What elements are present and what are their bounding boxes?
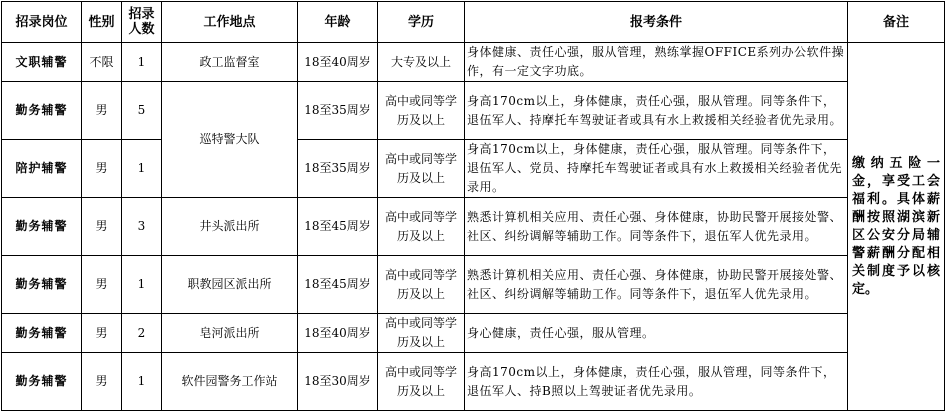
count-cell: 3 — [122, 198, 162, 256]
count-cell: 1 — [122, 43, 162, 82]
conditions-cell: 身高170cm以上，身体健康，责任心强，服从管理，同等条件下，退伍军人、持B照以上驾驶证者优先录用。 — [465, 353, 848, 411]
count-cell: 1 — [122, 353, 162, 411]
gender-cell: 男 — [82, 140, 122, 198]
gender-cell: 男 — [82, 256, 122, 314]
count-cell: 1 — [122, 256, 162, 314]
table-row — [2, 198, 945, 256]
education-cell: 高中或同等学历及以上 — [378, 256, 465, 314]
count-cell: 5 — [122, 82, 162, 140]
header-post: 招录岗位 — [2, 2, 82, 43]
age-cell: 18至30周岁 — [298, 353, 378, 411]
post-cell: 文职辅警 — [2, 43, 82, 82]
post-cell: 勤务辅警 — [2, 256, 82, 314]
count-cell: 1 — [122, 140, 162, 198]
table-row — [2, 353, 945, 411]
post-cell: 勤务辅警 — [2, 198, 82, 256]
table-row — [2, 82, 945, 140]
gender-cell: 男 — [82, 198, 122, 256]
location-cell: 职教园区派出所 — [162, 256, 298, 314]
post-cell: 勤务辅警 — [2, 314, 82, 353]
gender-cell: 男 — [82, 82, 122, 140]
location-cell: 政工监督室 — [162, 43, 298, 82]
table-row — [2, 256, 945, 314]
gender-cell: 男 — [82, 314, 122, 353]
education-cell: 高中或同等学历及以上 — [378, 353, 465, 411]
table-row — [2, 43, 945, 82]
table-row — [2, 140, 945, 198]
header-gender: 性别 — [82, 2, 122, 43]
header-count: 招录人数 — [122, 2, 162, 43]
conditions-cell: 身高170cm以上，身体健康，责任心强，服从管理。同等条件下，退伍军人、党员、持摩托车驾驶证者或具有水上救援相关经验者优先录用。 — [465, 140, 848, 198]
education-cell: 高中或同等学历及以上 — [378, 82, 465, 140]
education-cell: 高中或同等学历及以上 — [378, 140, 465, 198]
education-cell: 高中或同等学历及以上 — [378, 314, 465, 353]
age-cell: 18至45周岁 — [298, 198, 378, 256]
post-cell: 勤务辅警 — [2, 353, 82, 411]
conditions-cell: 熟悉计算机相关应用、责任心强、身体健康，协助民警开展接处警、社区、纠纷调解等辅助工作。同等条件下，退伍军人优先录用。 — [465, 256, 848, 314]
conditions-cell: 身高170cm以上，身体健康，责任心强，服从管理。同等条件下，退伍军人、持摩托车驾驶证者或具有水上救援相关经验者优先录用。 — [465, 82, 848, 140]
header-conditions: 报考条件 — [465, 2, 848, 43]
header-row — [2, 2, 945, 43]
header-education: 学历 — [378, 2, 465, 43]
age-cell: 18至45周岁 — [298, 256, 378, 314]
education-cell: 大专及以上 — [378, 43, 465, 82]
age-cell: 18至35周岁 — [298, 82, 378, 140]
count-cell: 2 — [122, 314, 162, 353]
gender-cell: 不限 — [82, 43, 122, 82]
location-cell: 井头派出所 — [162, 198, 298, 256]
post-cell: 勤务辅警 — [2, 82, 82, 140]
location-cell: 巡特警大队 — [162, 82, 298, 198]
header-location: 工作地点 — [162, 2, 298, 43]
age-cell: 18至40周岁 — [298, 43, 378, 82]
table-row — [2, 314, 945, 353]
age-cell: 18至35周岁 — [298, 140, 378, 198]
gender-cell: 男 — [82, 353, 122, 411]
header-age: 年龄 — [298, 2, 378, 43]
location-cell: 软件园警务工作站 — [162, 353, 298, 411]
recruitment-table — [1, 1, 945, 411]
education-cell: 高中或同等学历及以上 — [378, 198, 465, 256]
conditions-cell: 熟悉计算机相关应用、责任心强、身体健康，协助民警开展接处警、社区、纠纷调解等辅助工作。同等条件下，退伍军人优先录用。 — [465, 198, 848, 256]
conditions-cell: 身心健康，责任心强，服从管理。 — [465, 314, 848, 353]
header-note: 备注 — [848, 2, 945, 43]
location-cell: 皂河派出所 — [162, 314, 298, 353]
note-cell: 缴纳五险一金，享受工会福利。具体薪酬按照湖滨新区公安分局辅警薪酬分配相关制度予以核定。 — [848, 43, 945, 411]
conditions-cell: 身体健康、责任心强，服从管理，熟练掌握OFFICE系列办公软件操作，有一定文字功底。 — [465, 43, 848, 82]
age-cell: 18至40周岁 — [298, 314, 378, 353]
post-cell: 陪护辅警 — [2, 140, 82, 198]
